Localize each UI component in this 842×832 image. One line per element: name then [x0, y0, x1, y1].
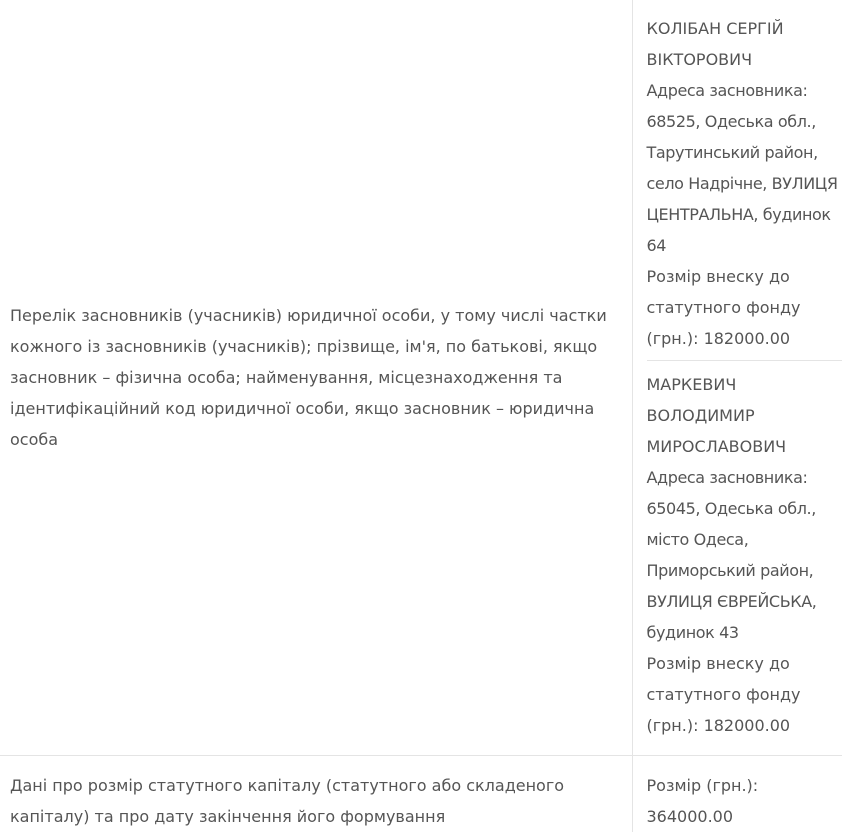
capital-row	[0, 756, 842, 832]
founder-item	[647, 360, 842, 747]
founder-contribution: Розмір внеску до статутного фонду (грн.): 182000.00	[647, 648, 842, 741]
founders-list	[632, 0, 842, 756]
founder-contribution: Розмір внеску до статутного фонду (грн.): 182000.00	[647, 261, 842, 354]
founders-label: Перелік засновників (учасників) юридичної особи, у тому числі частки кожного із засновників (учасників); прізвище, ім'я, по батькові, якщо засновник – фізична особа; найменування, місцезнаходження та ідентифікаційний код юридичної особи, якщо засновник – юридична особа	[0, 0, 632, 756]
capital-value: Розмір (грн.): 364000.00	[632, 756, 842, 832]
capital-label: Дані про розмір статутного капіталу (статутного або складеного капіталу) та про дату закінчення його формування	[0, 756, 632, 832]
founder-address: Адреса засновника: 65045, Одеська обл., місто Одеса, Приморський район, ВУЛИЦЯ ЄВРЕЙСЬКА, будинок 43	[647, 462, 842, 648]
founder-name: МАРКЕВИЧ ВОЛОДИМИР МИРОСЛАВОВИЧ	[647, 369, 842, 462]
founder-address: Адреса засновника: 68525, Одеська обл., Тарутинський район, село Надрічне, ВУЛИЦЯ ЦЕНТРАЛЬНА, будинок 64	[647, 75, 842, 261]
founder-item	[647, 8, 842, 360]
founder-name: КОЛІБАН СЕРГІЙ ВІКТОРОВИЧ	[647, 13, 842, 75]
